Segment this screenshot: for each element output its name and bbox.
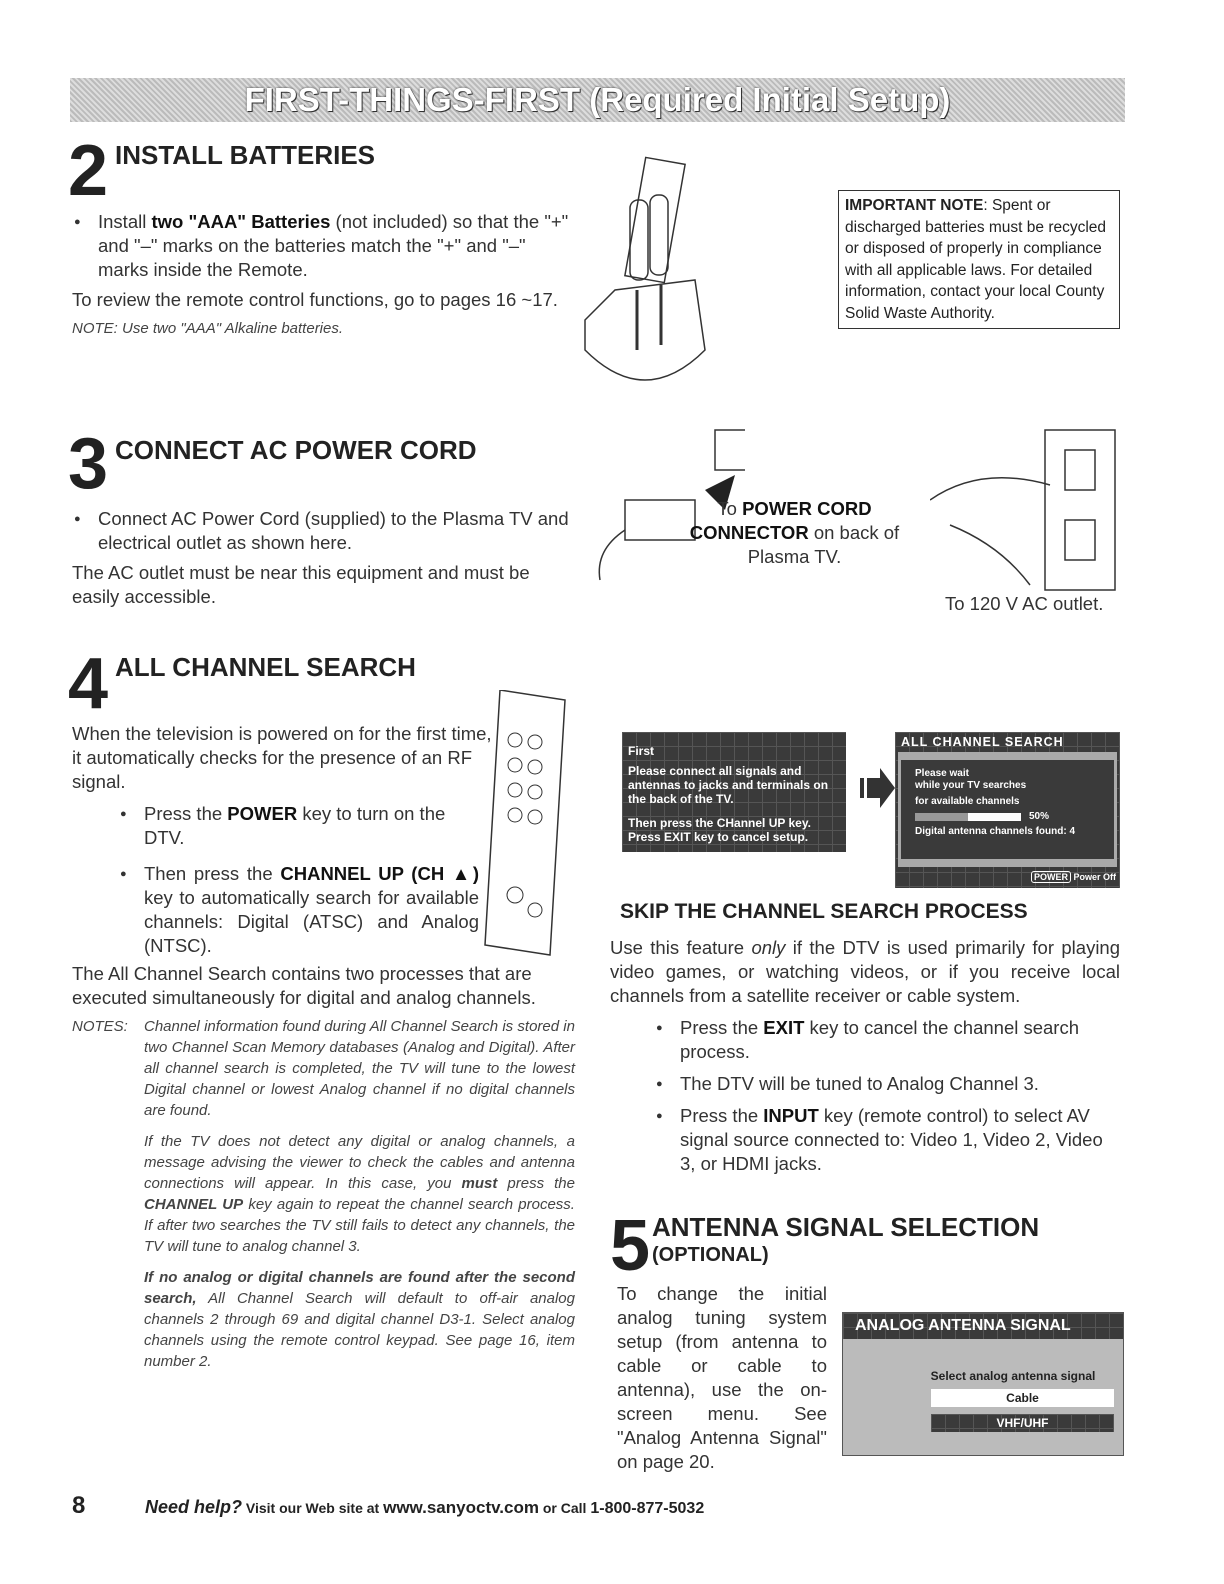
section-title: INSTALL BATTERIES <box>115 140 375 170</box>
skip-body: Use this feature only if the DTV is used primarily for playing video games, or watching videos, or if you receive local channels from a satellite receiver or cable system. ● Press the EXIT key to cancel the channel search process. ● The DTV will be tuned to Analog Channel 3. ● Press the INPUT key (remote control) to select AV signal source connected to: Video 1, Video 2, Video 3, or HDMI jacks. <box>610 936 1120 1176</box>
option-vhf-uhf[interactable]: VHF/UHF <box>931 1414 1114 1432</box>
bullet: ● Press the POWER key to turn on the DTV. <box>118 802 484 850</box>
analog-antenna-screen: ANALOG ANTENNA SIGNAL Select analog antenna signal Cable VHF/UHF <box>842 1312 1124 1456</box>
paragraph: The All Channel Search contains two processes that are executed simultaneously for digital and analog channels. <box>72 963 536 1008</box>
section-optional: (OPTIONAL) <box>652 1244 769 1266</box>
step-number: 2 <box>68 131 109 211</box>
option-cable[interactable]: Cable <box>931 1389 1114 1407</box>
subsection-title: SKIP THE CHANNEL SEARCH PROCESS <box>620 900 1028 923</box>
section-body <box>72 507 572 609</box>
notes: NOTES: Channel information found during All Channel Search is stored in two Channel Scan Memory databases (Analog and Digital). After all channel search is completed, the TV will tune to the lowest Digital channel or lowest Analog channel if no digital channels are found. If the TV does not detect any digital or analog channels, a message advising the viewer to check the cables and antenna connections will appear. In this case, you must press the CHANNEL UP key again to repeat the channel search process. If after two searches the TV still fails to detect any channels, the TV will tune to analog channel 3. If no analog or digital channels are found after the second search, All Channel Search will default to off-air analog channels 2 through 69 and digital channel D3-1. Select analog channels using the remote control keypad. See page 16, item number 2. <box>72 1018 575 1370</box>
all-channel-search-screen: ALL CHANNEL SEARCH Please wait while your TV searches for available channels 50% Digital antenna channels found: 4 POWER Power Off <box>895 732 1120 888</box>
note: NOTE: Use two "AAA" Alkaline batteries. <box>72 320 344 337</box>
bullet: ● The DTV will be tuned to Analog Channel 3. <box>654 1072 1120 1096</box>
paragraph: The AC outlet must be near this equipment and must be easily accessible. <box>72 562 530 607</box>
important-note-box: IMPORTANT NOTE: Spent or discharged batteries must be recycled or disposed of properly in compliance with all applicable laws. For detailed information, contact your local County Solid Waste Authority. <box>838 190 1120 329</box>
outlet-caption: To 120 V AC outlet. <box>945 593 1104 614</box>
bullet: ● Press the INPUT key (remote control) to select AV signal source connected to: Video 1, Video 2, Video 3, or HDMI jacks. <box>654 1104 1120 1176</box>
section-title: ALL CHANNEL SEARCH <box>115 652 416 682</box>
section-body <box>72 722 502 958</box>
bullet: ● Connect AC Power Cord (supplied) to the Plasma TV and electrical outlet as shown here. <box>72 507 572 555</box>
progress-bar <box>915 813 1021 821</box>
page-banner: FIRST-THINGS-FIRST (Required Initial Setup) <box>70 78 1125 122</box>
power-key-icon: POWER <box>1031 871 1071 883</box>
wall-outlet-illustration <box>930 425 1125 595</box>
paragraph: To change the initial analog tuning system setup (from antenna to cable or cable to antenna), use the on-screen menu. See "Analog Antenna Signal" on page 20. <box>617 1283 827 1472</box>
page-number: 8 <box>72 1492 86 1519</box>
bullet: ● Press the EXIT key to cancel the channel search process. <box>654 1016 1120 1064</box>
power-cord-caption: To POWER CORD CONNECTOR on back of Plasma TV. <box>689 498 900 567</box>
paragraph: When the television is powered on for the first time, it automatically checks for the presence of an RF signal. <box>72 723 492 792</box>
paragraph: To review the remote control functions, go to pages 16 ~17. <box>72 289 558 310</box>
section-body <box>72 210 572 339</box>
bullet: ● Install two "AAA" Batteries (not included) so that the "+" and "–" marks on the batteries match the "+" and "–" marks inside the Remote. <box>72 210 572 282</box>
section-title: ANTENNA SIGNAL SELECTION <box>652 1212 1040 1242</box>
bullet: ● Then press the CHANNEL UP (CH ▲) key to automatically search for available channels: Digital (ATSC) and Analog (NTSC). <box>118 862 479 958</box>
step-number: 3 <box>68 424 109 504</box>
step-number: 5 <box>610 1206 651 1286</box>
website-link[interactable]: www.sanyoctv.com <box>383 1498 539 1517</box>
step-number: 4 <box>68 644 109 724</box>
remote-battery-illustration <box>575 150 715 405</box>
arrow-right-icon <box>860 768 895 808</box>
help-footer: Need help? Visit our Web site at www.sanyoctv.com or Call 1-800-877-5032 <box>145 1497 705 1517</box>
first-setup-screen: First Please connect all signals and antennas to jacks and terminals on the back of the TV. Then press the CHannel UP key. Press EXIT key to cancel setup. <box>622 732 846 852</box>
section-title: CONNECT AC POWER CORD <box>115 435 477 465</box>
